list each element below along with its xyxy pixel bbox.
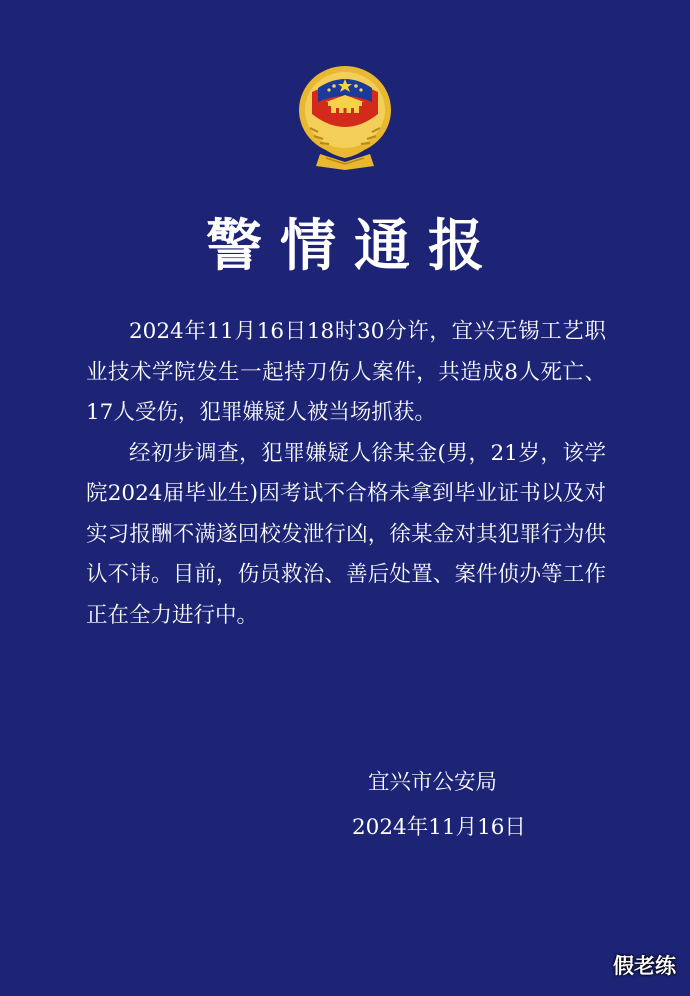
notice-body <box>86 312 606 636</box>
signature-date: 2024年11月16日 <box>352 815 526 840</box>
signature-organization: 宜兴市公安局 <box>368 770 498 795</box>
police-emblem-icon <box>296 62 394 172</box>
body-paragraph: 经初步调查，犯罪嫌疑人徐某金(男，21岁，该学院2024届毕业生)因考试不合格未拿到毕业证书以及对实习报酬不满遂回校发泄行凶，徐某金对其犯罪行为供认不讳。目前，伤员救治、善后处置、案件侦办等工作正在全力进行中。 <box>86 440 606 628</box>
notice-title: 警情通报 <box>206 214 502 279</box>
watermark: 假老练 <box>613 954 676 978</box>
body-paragraph: 2024年11月16日18时30分许，宜兴无锡工艺职业技术学院发生一起持刀伤人案件，共造成8人死亡、17人受伤，犯罪嫌疑人被当场抓获。 <box>86 319 606 425</box>
